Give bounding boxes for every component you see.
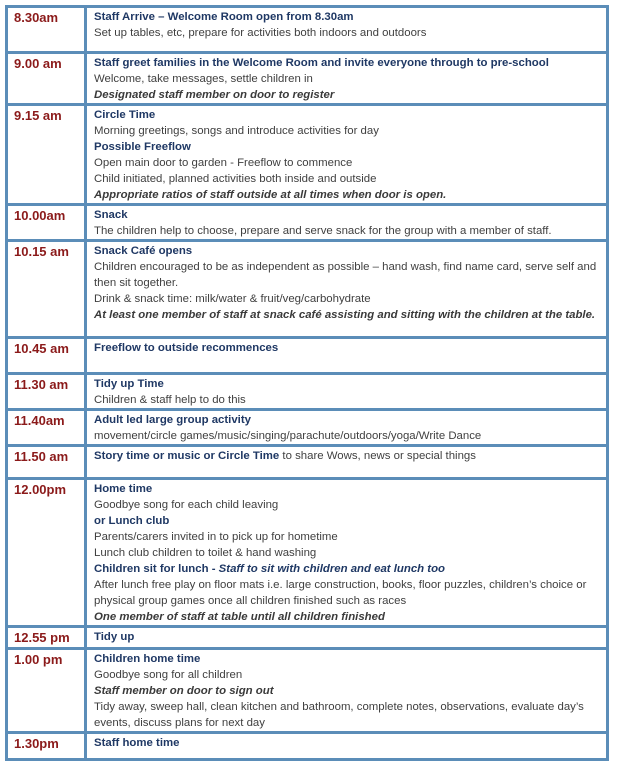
row-emphasis: Staff member on door to sign out [94, 685, 274, 697]
row-heading: Staff home time [94, 737, 180, 749]
row-time: 10.45 am [8, 339, 87, 375]
row-line: Goodbye song for all children [94, 669, 243, 681]
schedule-row [8, 650, 606, 734]
row-line: Child initiated, planned activities both inside and outside [94, 173, 377, 185]
schedule-row [8, 734, 606, 758]
row-heading: Tidy up [94, 631, 135, 643]
row-time: 12.00pm [8, 480, 87, 628]
schedule-row [8, 339, 606, 375]
row-details [87, 628, 606, 650]
schedule-table [5, 5, 609, 761]
row-line: Morning greetings, songs and introduce activities for day [94, 125, 379, 137]
row-details [87, 480, 606, 628]
row-heading: Freeflow to outside recommences [94, 342, 279, 354]
row-heading: Story time or music or Circle Time [94, 450, 280, 462]
row-emphasis: Designated staff member on door to register [94, 89, 335, 101]
row-time: 9.00 am [8, 54, 87, 106]
row-heading: Home time [94, 483, 153, 495]
row-details [87, 734, 606, 758]
row-paragraph: Tidy away, sweep hall, clean kitchen and bathroom, complete notes, observations, evaluate day’s events, discuss plans for next day [94, 701, 584, 729]
row-details [87, 242, 606, 339]
row-details [87, 106, 606, 206]
row-line: Children & staff help to do this [94, 394, 246, 406]
row-details [87, 206, 606, 242]
row-line: Drink & snack time: milk/water & fruit/veg/carbohydrate [94, 293, 371, 305]
row-emphasis: Appropriate ratios of staff outside at all times when door is open. [94, 189, 447, 201]
row-heading: Snack [94, 209, 128, 221]
schedule-row [8, 8, 606, 54]
row-time: 10.00am [8, 206, 87, 242]
row-time: 1.30pm [8, 734, 87, 758]
row-line: The children help to choose, prepare and serve snack for the group with a member of staff. [94, 225, 552, 237]
row-heading: Staff greet families in the Welcome Room and invite everyone through to pre-school [94, 57, 549, 69]
row-heading: Snack Café opens [94, 245, 193, 257]
schedule-row [8, 242, 606, 339]
row-details [87, 650, 606, 734]
row-heading: Children home time [94, 653, 201, 665]
row-time: 11.40am [8, 411, 87, 447]
row-heading: Adult led large group activity [94, 414, 251, 426]
row-heading: Tidy up Time [94, 378, 164, 390]
row-details [87, 8, 606, 54]
row-details [87, 375, 606, 411]
schedule-row [8, 480, 606, 628]
row-subheading: Possible Freeflow [94, 141, 191, 153]
row-line [94, 448, 602, 464]
schedule-row [8, 447, 606, 480]
row-heading: Staff Arrive – Welcome Room open from 8.30am [94, 11, 354, 23]
row-details [87, 411, 606, 447]
row-heading-tail: to share Wows, news or special things [279, 450, 476, 462]
row-line: Goodbye song for each child leaving [94, 499, 279, 511]
row-line: Open main door to garden - Freeflow to commence [94, 157, 353, 169]
row-line: Welcome, take messages, settle children in [94, 73, 313, 85]
row-time: 11.30 am [8, 375, 87, 411]
schedule-row [8, 206, 606, 242]
row-subheading: or Lunch club [94, 515, 170, 527]
row-lunch-bold: Children sit for lunch - [94, 563, 219, 575]
schedule-row [8, 411, 606, 447]
row-details [87, 339, 606, 375]
row-emphasis: At least one member of staff at snack café assisting and sitting with the children at the table. [94, 309, 596, 321]
row-time: 8.30am [8, 8, 87, 54]
row-paragraph: After lunch free play on floor mats i.e. large construction, books, floor puzzles, children’s choice or physical group games once all children finished such as races [94, 579, 587, 607]
row-line: Set up tables, etc, prepare for activities both indoors and outdoors [94, 27, 427, 39]
schedule-row [8, 628, 606, 650]
row-details [87, 447, 606, 480]
row-lunch-heading [94, 561, 602, 577]
schedule-row [8, 375, 606, 411]
row-lunch-italic: Staff to sit with children and eat lunch too [218, 563, 446, 575]
row-line: Lunch club children to toilet & hand washing [94, 547, 317, 559]
row-line: movement/circle games/music/singing/parachute/outdoors/yoga/Write Dance [94, 430, 482, 442]
row-time: 11.50 am [8, 447, 87, 480]
row-time: 9.15 am [8, 106, 87, 206]
row-details [87, 54, 606, 106]
row-emphasis: One member of staff at table until all children finished [94, 611, 385, 623]
schedule-row [8, 54, 606, 106]
schedule-row [8, 106, 606, 206]
row-time: 10.15 am [8, 242, 87, 339]
row-paragraph: Children encouraged to be as independent as possible – hand wash, find name card, serve self and then sit together. [94, 261, 597, 289]
row-heading: Circle Time [94, 109, 156, 121]
row-time: 1.00 pm [8, 650, 87, 734]
row-line: Parents/carers invited in to pick up for hometime [94, 531, 338, 543]
row-time: 12.55 pm [8, 628, 87, 650]
